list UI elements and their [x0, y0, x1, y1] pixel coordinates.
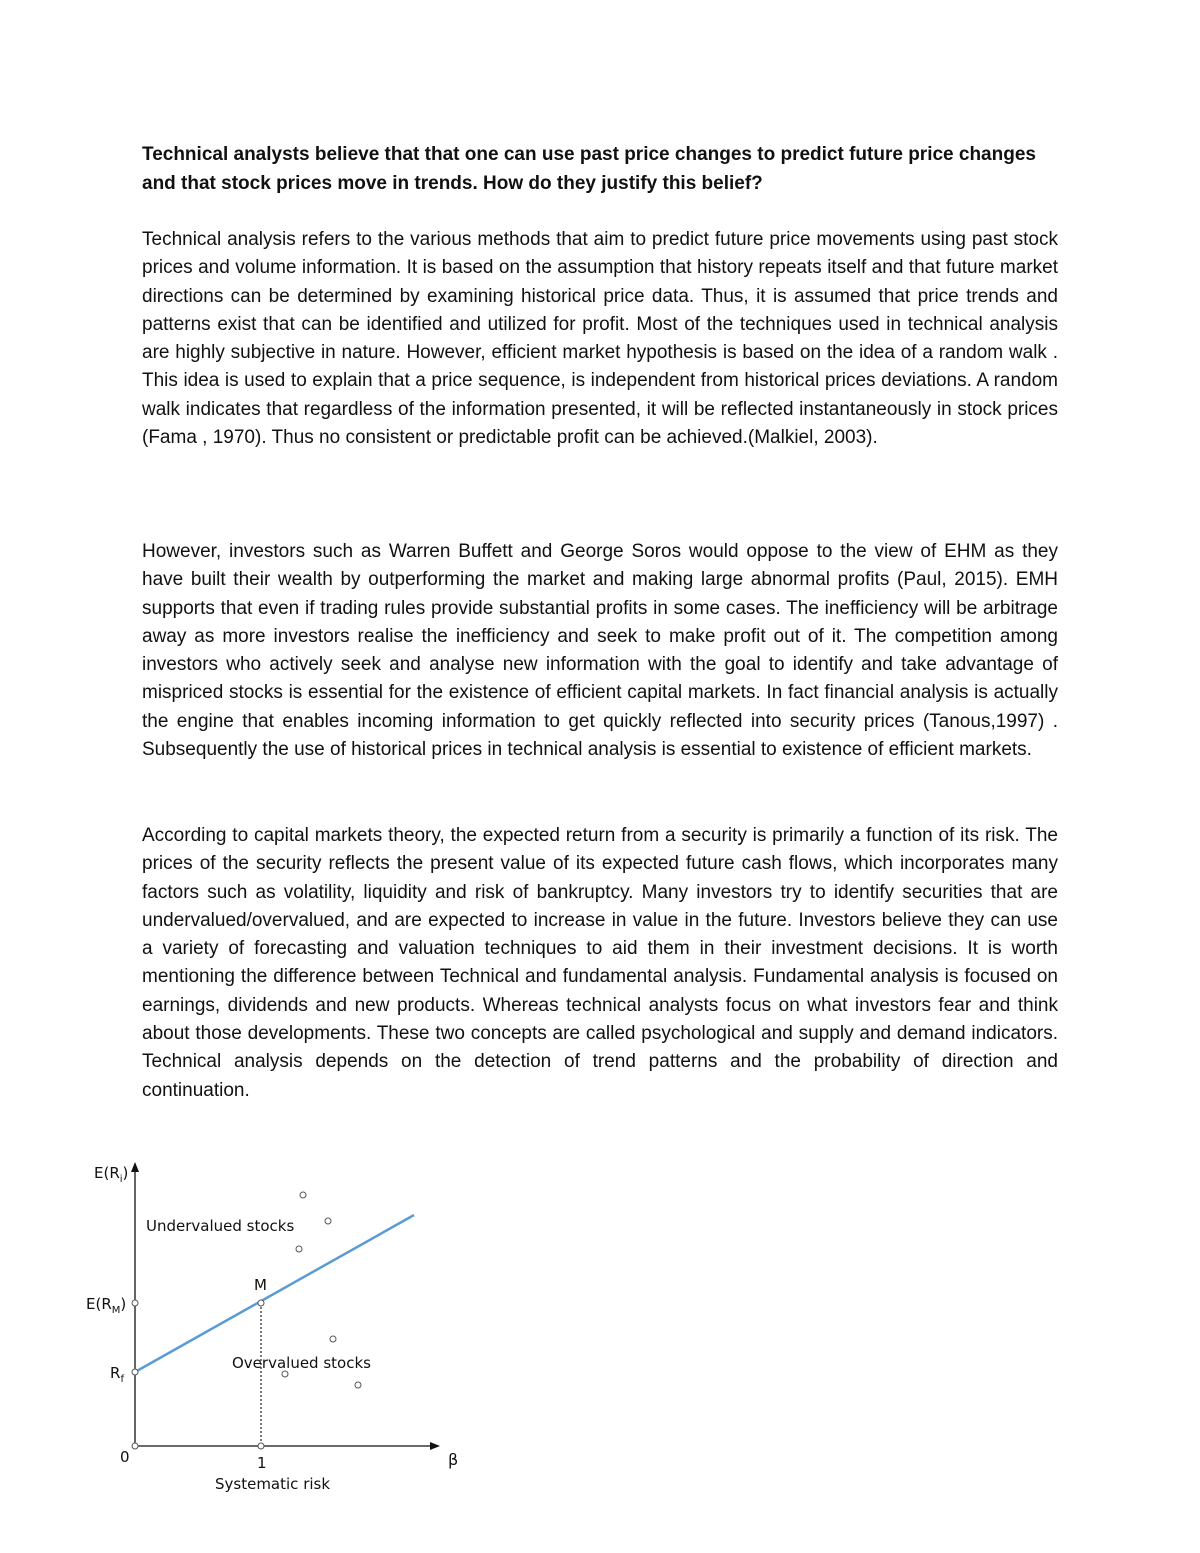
x-axis-title: Systematic risk [215, 1475, 331, 1493]
y-tick-market-return [132, 1300, 138, 1306]
risk-free-label: $R_f$ [110, 1364, 124, 1385]
stock-point [325, 1218, 331, 1224]
y-axis-arrow-icon [131, 1162, 139, 1172]
paragraph-capital-markets-theory: According to capital markets theory, the expected return from a security is primarily a function of its risk. The prices of the security reflects the present value of its expected future cash flows, which incorporates many factors such as volatility, liquidity and risk of bankruptcy. Many investors try to identify securities that are undervalued/overvalued, and are expected to increase in value in the future. Investors believe they can use a variety of forecasting and valuation techniques to aid them in their investment decisions. It is worth mentioning the difference between Technical and fundamental analysis. Fundamental analysis is focused on earnings, dividends and new products. Whereas technical analysts focus on what investors fear and think about those developments. These two concepts are called psychological and supply and demand indicators. Technical analysis depends on the detection of trend patterns and the probability of direction and continuation. [142, 825, 1058, 1101]
y-tick-risk-free [132, 1369, 138, 1375]
origin-point [132, 1443, 138, 1449]
sml-diagram [78, 1150, 478, 1505]
x-axis-arrow-icon [430, 1442, 440, 1450]
market-point-label: M [254, 1276, 267, 1294]
market-point [258, 1300, 264, 1306]
sml-diagram-svg [78, 1150, 478, 1505]
origin-label: 0 [120, 1448, 130, 1466]
x-tick-one [258, 1443, 264, 1449]
y-axis-label: $E(R_i)$ [94, 1164, 129, 1185]
question-heading: Technical analysts believe that that one can use past price changes to predict future price changes and that stock prices move in trends. How do they justify this belief? [142, 144, 1036, 194]
undervalued-label: Undervalued stocks [146, 1217, 295, 1235]
security-market-line [135, 1215, 414, 1372]
x-tick-label: 1 [257, 1454, 267, 1472]
overvalued-label: Overvalued stocks [232, 1354, 371, 1372]
stock-point [296, 1246, 302, 1252]
market-return-label: $E(R_M)$ [86, 1295, 127, 1316]
x-axis-label: β [448, 1450, 459, 1469]
stock-point [330, 1336, 336, 1342]
paragraph-investors-emh: However, investors such as Warren Buffett and George Soros would oppose to the view of EHM as they have built their wealth by outperforming the market and making large abnormal profits (Paul, 2015). EMH supports that even if trading rules provide substantial profits in some cases. The inefficiency will be arbitrage away as more investors realise the inefficiency and seek to make profit out of it. The competition among investors who actively seek and analyse new information with the goal to identify and take advantage of mispriced stocks is essential for the existence of efficient capital markets. In fact financial analysis is actually the engine that enables incoming information to get quickly reflected into security prices (Tanous,1997) . Subsequently the use of historical prices in technical analysis is essential to existence of efficient markets. [142, 541, 1058, 761]
paragraph-technical-analysis: Technical analysis refers to the various methods that aim to predict future price movements using past stock prices and volume information. It is based on the assumption that history repeats itself and that future market directions can be determined by examining historical price data. Thus, it is assumed that price trends and patterns exist that can be identified and utilized for profit. Most of the techniques used in technical analysis are highly subjective in nature. However, efficient market hypothesis is based on the idea of a random walk . This idea is used to explain that a price sequence, is independent from historical prices deviations. A random walk indicates that regardless of the information presented, it will be reflected instantaneously in stock prices (Fama , 1970). Thus no consistent or predictable profit can be achieved.(Malkiel, 2003). [142, 229, 1058, 449]
stock-point [355, 1382, 361, 1388]
stock-point [300, 1192, 306, 1198]
